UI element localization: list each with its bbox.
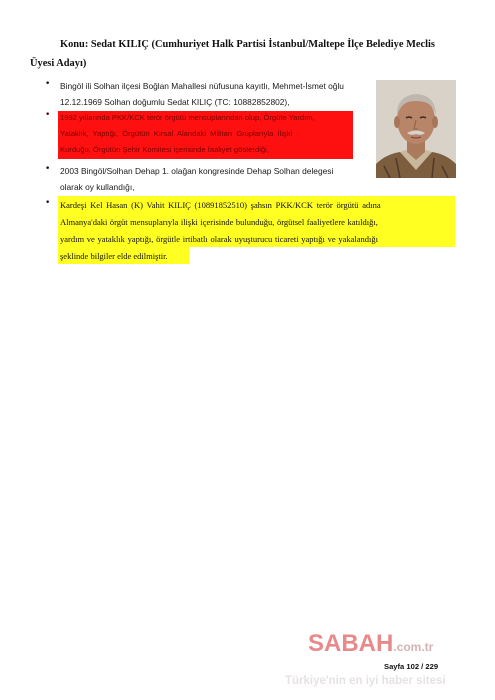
bullet-marker: • [45, 110, 51, 120]
bullet-4-line-3: yardım ve yataklık yaptığı, örgütle irtibatlı olarak uyuşturucu ticareti yaptığı ve yakalandığı [60, 234, 379, 244]
bullet-1-line-1: Bingöl ili Solhan ilçesi Boğlan Mahallesi nüfusuna kayıtlı, Mehmet-İsmet oğlu [60, 81, 344, 91]
bullet-4-line-2: Almanya'daki örgüt mensuplarıyla ilişki içerisinde bulunduğu, örgütsel faaliyetlere katıldığı, [60, 217, 378, 227]
document-title [30, 35, 470, 73]
bullet-4-line-4: şeklinde bilgiler elde edilmiştir. [60, 251, 168, 261]
bullet-2-line-3: Kurduğu, Örgütün Şehir Komitesi içerisinde faaliyet gösterdiği, [60, 145, 269, 154]
watermark-domain: .com.tr [393, 640, 434, 654]
bullet-2-line-2: Yataklık, Yaptığı, Örgütün Kırsal Alandaki Militan Gruplarıyla İlişki [60, 129, 293, 138]
bullet-4-line-1: Kardeşi Kel Hasan (K) Vahit KILIÇ (10891852510) şahsın PKK/KCK terör örgütü adına [60, 200, 381, 210]
bullet-1-line-2: 12.12.1969 Solhan doğumlu Sedat KILIÇ (TC: 10882852802), [60, 97, 290, 107]
portrait-photo [376, 80, 456, 178]
watermark-tagline: Türkiye'nin en iyi haber sitesi [285, 675, 446, 687]
bullet-3-line-1: 2003 Bingöl/Solhan Dehap 1. olağan kongresinde Dehap Solhan delegesi [60, 166, 334, 176]
bullet-marker: • [45, 164, 51, 174]
watermark-brand: SABAH [308, 630, 394, 657]
bullet-marker: • [45, 79, 51, 89]
sabah-watermark-logo [308, 630, 433, 658]
bullet-2-line-1: 1992 yıllarında PKK/KCK terör örgütü mensuplarından olup, Örgüte Yardım, [60, 113, 315, 122]
person-portrait-icon [376, 80, 456, 178]
title-line-1: Konu: Sedat KILIÇ (Cumhuriyet Halk Partisi İstanbul/Maltepe İlçe Belediye Meclis [60, 39, 435, 50]
bullet-3-line-2: olarak oy kullandığı, [60, 182, 135, 192]
bullet-marker: • [45, 198, 51, 208]
title-line-2: Üyesi Adayı) [30, 58, 87, 69]
page-number: Sayfa 102 / 229 [384, 662, 439, 671]
